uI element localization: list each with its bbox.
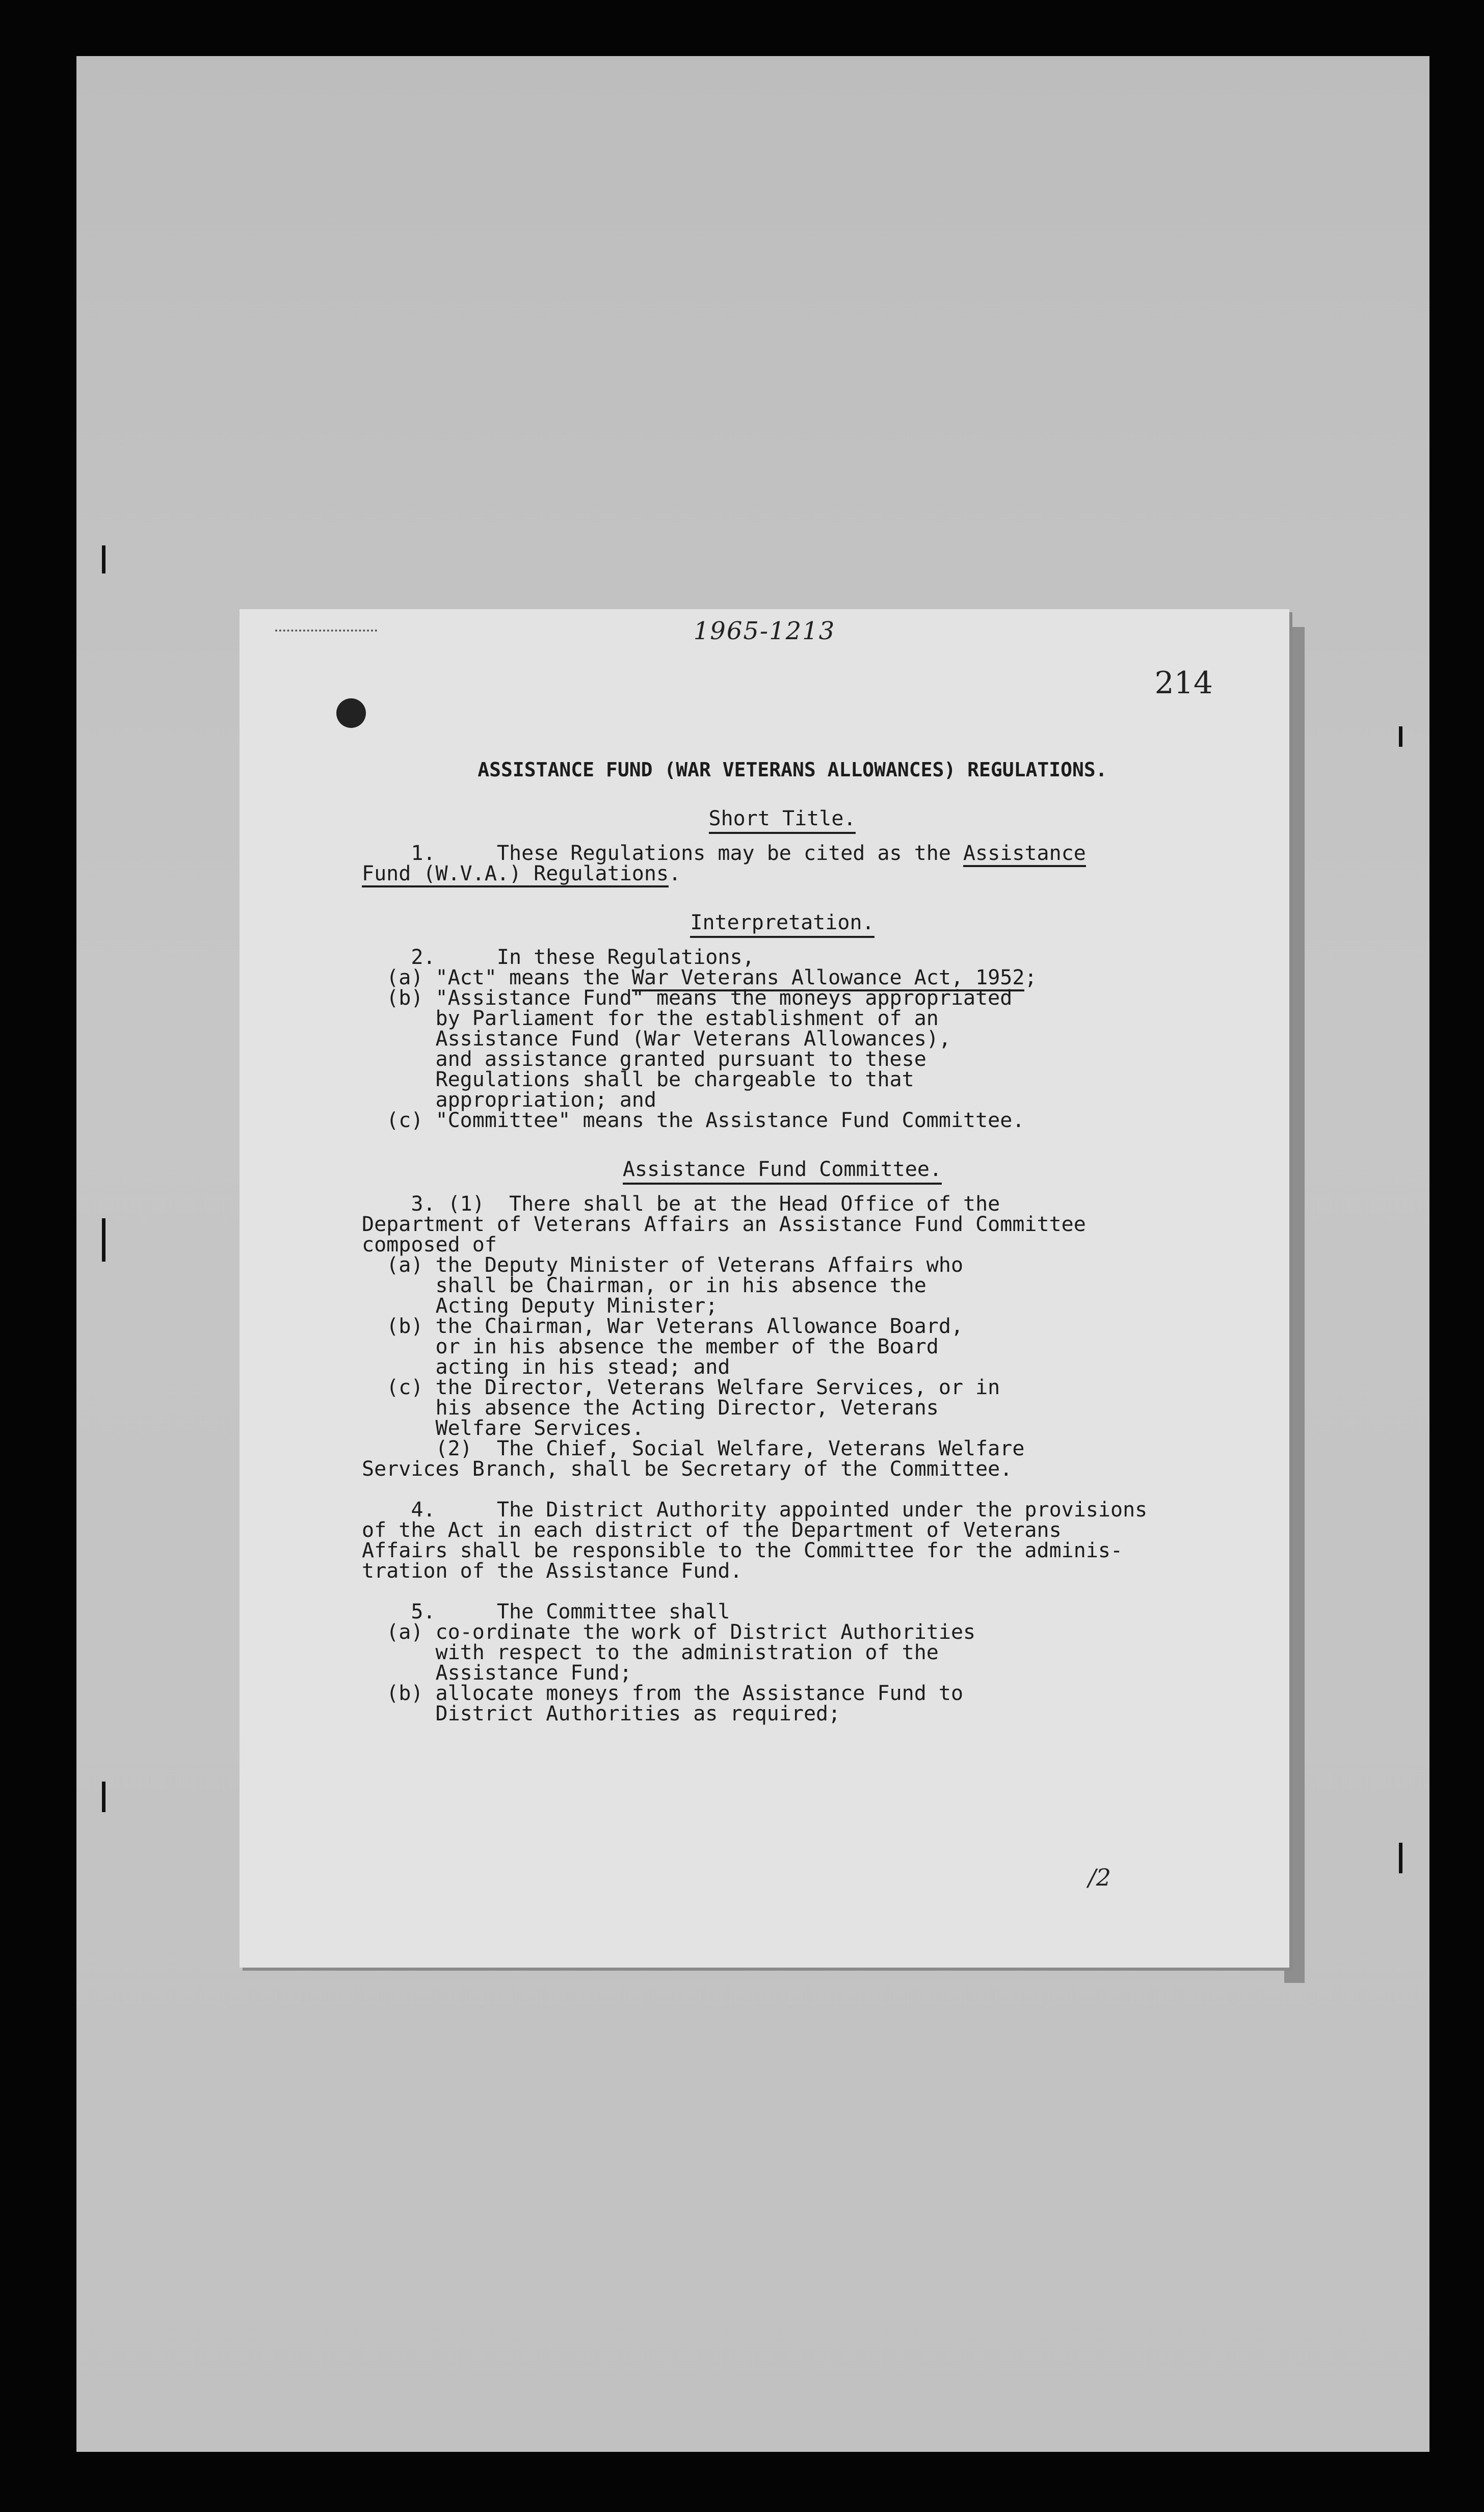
section-3-line: 3. (1) There shall be at the Head Office of the — [362, 1192, 1000, 1216]
paragraph-1-line-2: Fund (W.V.A.) Regulations. — [362, 864, 1203, 884]
definition-b-line: Regulations shall be chargeable to that — [362, 1068, 914, 1091]
edge-mark — [102, 1218, 105, 1262]
definition-b-line: (b) "Assistance Fund" means the moneys appropriated — [362, 986, 1013, 1010]
section-heading-committee: Assistance Fund Committee. — [362, 1159, 1203, 1180]
section-5-line: (b) allocate moneys from the Assistance Fund to — [362, 1682, 964, 1705]
document-body — [362, 760, 1203, 1724]
section-3-line: Welfare Services. — [362, 1417, 644, 1440]
section-heading-short-title: Short Title. — [362, 808, 1203, 829]
definition-c: (c) "Committee" means the Assistance Fund Committee. — [362, 1109, 1025, 1132]
section-3-line: acting in his stead; and — [362, 1355, 730, 1379]
section-3-line: shall be Chairman, or in his absence the — [362, 1274, 926, 1297]
section-5-line: 5. The Committee shall — [362, 1600, 730, 1624]
section-3-line: (c) the Director, Veterans Welfare Services, or in — [362, 1376, 1000, 1399]
definition-b-line: appropriation; and — [362, 1088, 656, 1112]
document-title: ASSISTANCE FUND (WAR VETERANS ALLOWANCES) REGULATIONS. — [478, 758, 1107, 781]
section-5-line: with respect to the administration of the — [362, 1641, 939, 1664]
page-number: 214 — [1154, 665, 1213, 701]
section-3-line: composed of — [362, 1233, 497, 1257]
edge-mark — [1399, 726, 1402, 747]
definition-a: (a) "Act" means the War Veterans Allowance Act, 1952; — [362, 967, 1203, 988]
definition-b-line: by Parliament for the establishment of an — [362, 1007, 939, 1030]
section-3-line: Services Branch, shall be Secretary of the Committee. — [362, 1457, 1013, 1481]
punch-hole — [336, 698, 366, 728]
section-heading-interpretation: Interpretation. — [362, 912, 1203, 933]
section-3-line: his absence the Acting Director, Veterans — [362, 1396, 939, 1420]
section-5-line: (a) co-ordinate the work of District Authorities — [362, 1620, 976, 1644]
section-4-line: of the Act in each district of the Department of Veterans — [362, 1519, 1062, 1542]
section-3-line: (b) the Chairman, War Veterans Allowance Board, — [362, 1315, 964, 1338]
paragraph-1-line-1: 1. These Regulations may be cited as the Assistance — [362, 843, 1203, 864]
section-4-line: 4. The District Authority appointed under the provisions — [362, 1498, 1148, 1522]
definition-b-line: and assistance granted pursuant to these — [362, 1048, 926, 1071]
definition-b-line: Assistance Fund (War Veterans Allowances), — [362, 1027, 951, 1051]
handwritten-note: 1965-1213 — [693, 617, 836, 645]
section-3-line: Acting Deputy Minister; — [362, 1294, 718, 1318]
document-sheet — [240, 609, 1289, 1968]
section-4-line: tration of the Assistance Fund. — [362, 1559, 743, 1583]
spacer — [362, 1479, 1203, 1500]
section-3-line: (2) The Chief, Social Welfare, Veterans Welfare — [362, 1437, 1025, 1460]
paragraph-2-intro: 2. In these Regulations, — [362, 946, 755, 969]
edge-mark — [102, 545, 105, 573]
section-3-line: Department of Veterans Affairs an Assistance Fund Committee — [362, 1213, 1086, 1236]
edge-mark — [102, 1782, 105, 1812]
edge-mark — [1399, 1843, 1402, 1873]
section-3-line: or in his absence the member of the Board — [362, 1335, 939, 1358]
section-5-line: Assistance Fund; — [362, 1661, 632, 1685]
spacer — [362, 1581, 1203, 1602]
section-4-line: Affairs shall be responsible to the Committee for the adminis- — [362, 1539, 1123, 1562]
continuation-mark: /2 — [1088, 1864, 1111, 1891]
section-3-line: (a) the Deputy Minister of Veterans Affairs who — [362, 1253, 964, 1277]
section-5-line: District Authorities as required; — [362, 1702, 841, 1725]
